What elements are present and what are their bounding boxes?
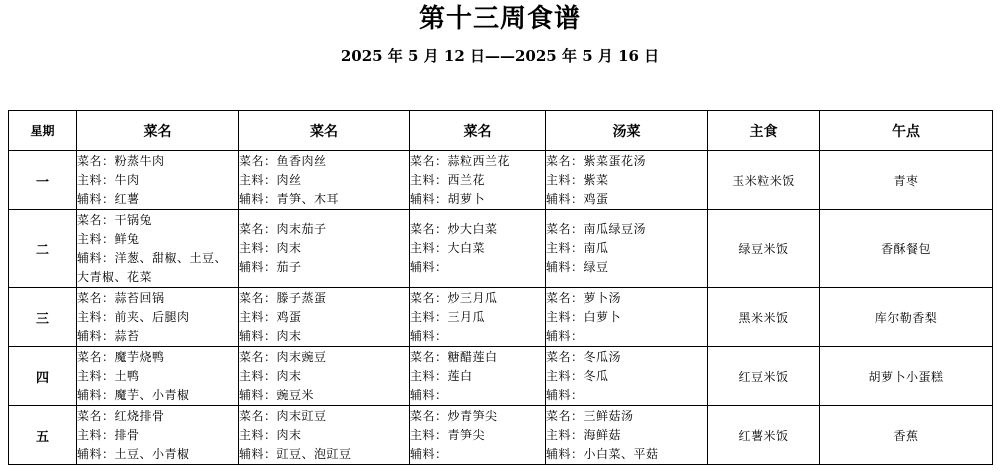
dish-main: 主料：肉丝 (239, 172, 302, 187)
dish-cell (77, 210, 239, 288)
soup-main: 主料：冬瓜 (546, 368, 609, 383)
weekday-cell: 五 (9, 406, 77, 465)
table-row (9, 406, 993, 465)
dish-name: 菜名：糖醋莲白 (410, 349, 498, 364)
staple-cell: 绿豆米饭 (708, 210, 820, 288)
weekday-cell: 一 (9, 151, 77, 210)
dish-name: 菜名：滕子蒸蛋 (239, 290, 327, 305)
snack-cell: 香蕉 (820, 406, 993, 465)
soup-name: 菜名：冬瓜汤 (546, 349, 622, 364)
dish-main: 主料：大白菜 (410, 241, 486, 255)
header-dish-1: 菜名 (77, 111, 239, 151)
header-dish-3: 菜名 (410, 111, 546, 151)
dish-aux: 辅料：胡萝卜 (410, 191, 486, 206)
staple-cell: 黑米米饭 (708, 288, 820, 347)
dish-aux: 辅料：豌豆米 (239, 387, 315, 402)
dish-aux: 辅料：红薯 (77, 191, 140, 206)
header-staple: 主食 (708, 111, 820, 151)
soup-name: 菜名：三鲜菇汤 (546, 408, 634, 423)
page-title: 第十三周食谱 (418, 4, 581, 34)
soup-name: 菜名：萝卜汤 (546, 290, 622, 305)
dish-aux: 辅料：土豆、小青椒 (77, 446, 190, 461)
table-row (9, 288, 993, 347)
dish-name: 菜名：肉末茄子 (239, 222, 327, 236)
dish-aux: 辅料：洋葱、甜椒、土豆、大青椒、花菜 (77, 250, 228, 284)
dish-cell (410, 210, 546, 288)
dish-main: 主料：三月瓜 (410, 309, 486, 324)
dish-main: 主料：青笋尖 (410, 427, 486, 442)
dish-main: 主料：牛肉 (77, 172, 140, 187)
dish-main: 主料：莲白 (410, 368, 473, 383)
snack-cell: 库尔勒香梨 (820, 288, 993, 347)
dish-aux: 辅料：茄子 (239, 260, 302, 274)
dish-aux: 辅料：肉末 (239, 328, 302, 343)
soup-main: 主料：白萝卜 (546, 309, 622, 324)
weekday-cell: 四 (9, 347, 77, 406)
dish-aux: 辅料：豇豆、泡豇豆 (239, 446, 352, 461)
soup-aux: 辅料：绿豆 (546, 260, 609, 274)
snack-cell: 胡萝卜小蛋糕 (820, 347, 993, 406)
weekday-cell: 二 (9, 210, 77, 288)
dish-main: 主料：土鸭 (77, 368, 140, 383)
dish-name: 菜名：红烧排骨 (77, 408, 165, 423)
dish-name: 菜名：魔芋烧鸭 (77, 349, 165, 364)
dish-cell (239, 210, 410, 288)
soup-cell (546, 347, 708, 406)
soup-cell (546, 288, 708, 347)
dish-aux: 辅料：魔芋、小青椒 (77, 387, 190, 402)
date-range: 2025 年 5 月 12 日——2025 年 5 月 16 日 (340, 47, 660, 65)
dish-name: 菜名：肉末豇豆 (239, 408, 327, 423)
dish-main: 主料：鸡蛋 (239, 309, 302, 324)
dish-name: 菜名：粉蒸牛肉 (77, 153, 165, 168)
dish-aux: 辅料： (410, 260, 448, 274)
dish-aux: 辅料： (410, 446, 448, 461)
dish-main: 主料：肉末 (239, 368, 302, 383)
dish-name: 菜名：蒜粒西兰花 (410, 153, 511, 168)
staple-cell: 红豆米饭 (708, 347, 820, 406)
dish-name: 菜名：肉末豌豆 (239, 349, 327, 364)
dish-cell (77, 406, 239, 465)
menu-table (8, 110, 993, 465)
staple-cell: 红薯米饭 (708, 406, 820, 465)
dish-main: 主料：西兰花 (410, 172, 486, 187)
dish-main: 主料：肉末 (239, 427, 302, 442)
header-soup: 汤菜 (546, 111, 708, 151)
weekday-cell: 三 (9, 288, 77, 347)
soup-aux: 辅料： (546, 387, 584, 402)
header-row (9, 111, 993, 151)
snack-cell: 香酥餐包 (820, 210, 993, 288)
table-row (9, 210, 993, 288)
dish-aux: 辅料： (410, 387, 448, 402)
dish-aux: 辅料： (410, 328, 448, 343)
soup-cell (546, 406, 708, 465)
dish-cell (239, 347, 410, 406)
dish-cell (77, 347, 239, 406)
table-row (9, 151, 993, 210)
soup-main: 主料：海鲜菇 (546, 427, 622, 442)
dish-cell (410, 406, 546, 465)
dish-name: 菜名：炒青笋尖 (410, 408, 498, 423)
dish-name: 菜名：干锅兔 (77, 212, 153, 227)
dish-cell (77, 288, 239, 347)
dish-main: 主料：前夹、后腿肉 (77, 309, 190, 324)
dish-main: 主料：肉末 (239, 241, 302, 255)
dish-cell (239, 406, 410, 465)
soup-cell (546, 151, 708, 210)
table-row (9, 347, 993, 406)
soup-name: 菜名：紫菜蛋花汤 (546, 153, 647, 168)
dish-cell (410, 347, 546, 406)
dish-cell (410, 288, 546, 347)
soup-name: 菜名：南瓜绿豆汤 (546, 222, 647, 236)
header-snack: 午点 (820, 111, 993, 151)
soup-aux: 辅料：鸡蛋 (546, 191, 609, 206)
soup-aux: 辅料：小白菜、平菇 (546, 446, 659, 461)
snack-cell: 青枣 (820, 151, 993, 210)
dish-aux: 辅料：青笋、木耳 (239, 191, 340, 206)
dish-name: 菜名：炒三月瓜 (410, 290, 498, 305)
dish-cell (239, 288, 410, 347)
header-dish-2: 菜名 (239, 111, 410, 151)
dish-main: 主料：排骨 (77, 427, 140, 442)
dish-cell (239, 151, 410, 210)
soup-main: 主料：紫菜 (546, 172, 609, 187)
dish-name: 菜名：鱼香肉丝 (239, 153, 327, 168)
soup-aux: 辅料： (546, 328, 584, 343)
dish-name: 菜名：蒜苔回锅 (77, 290, 165, 305)
dish-aux: 辅料：蒜苔 (77, 328, 140, 343)
soup-main: 主料：南瓜 (546, 241, 609, 255)
soup-cell (546, 210, 708, 288)
dish-cell (77, 151, 239, 210)
dish-name: 菜名：炒大白菜 (410, 222, 498, 236)
header-weekday: 星期 (9, 111, 77, 151)
dish-main: 主料：鲜兔 (77, 231, 140, 246)
dish-cell (410, 151, 546, 210)
staple-cell: 玉米粒米饭 (708, 151, 820, 210)
